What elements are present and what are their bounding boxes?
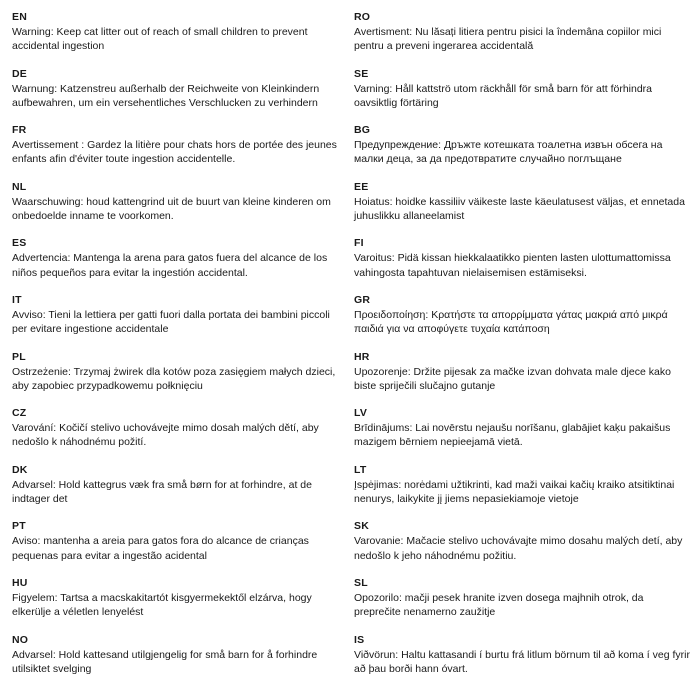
language-code: NO [12,633,29,646]
language-code: EE [354,180,369,193]
warning-entry-sk [354,519,690,576]
warning-text: Varning: Håll kattströ utom räckhåll för små barn för att förhindra oavsiktlig förtäring [354,82,653,109]
warning-text: Advertencia: Mantenga la arena para gatos fuera del alcance de los niños pequeños para evitar la ingestión accidental. [12,252,328,279]
warning-entry-pl [12,350,344,407]
warning-text: Warning: Keep cat litter out of reach of small children to prevent accidental ingestion [12,26,308,53]
warning-entry-it [12,293,344,350]
language-code: GR [354,293,371,306]
warning-entry-is [354,633,690,690]
warning-text: Aviso: mantenha a areia para gatos fora do alcance de crianças pequenas para evitar a ingestão acidental [12,535,309,562]
warning-text: Warnung: Katzenstreu außerhalb der Reichweite von Kleinkindern aufbewahren, um ein versehentliches Verschlucken zu verhindern [12,82,320,109]
warning-entry-de [12,67,344,124]
warning-entry-se [354,67,690,124]
warning-text: Waarschuwing: houd kattengrind uit de buurt van kleine kinderen om onbedoelde inname te voorkomen. [12,195,331,222]
language-code: HR [354,350,370,363]
language-code: SL [354,576,368,589]
warning-text: Avertisment: Nu lăsați litiera pentru pisici la îndemâna copiilor mici pentru a preveni ingerarea accidentală [354,26,662,53]
warning-entry-lt [354,463,690,520]
language-code: EN [12,11,27,23]
warning-text: Upozorenje: Držite pijesak za mačke izvan dohvata male djece kako biste spriječili slučajno gutanje [354,365,671,392]
warning-entry-hr [354,350,690,407]
warning-text: Avertissement : Gardez la litière pour chats hors de portée des jeunes enfants afin d'éviter toute ingestion accidentelle. [12,139,337,166]
language-code: IT [12,293,22,306]
warning-entry-fi [354,236,690,293]
warning-entry-no [12,633,344,690]
warning-text: Viðvörun: Haltu kattasandi í burtu frá litlum börnum til að koma í veg fyrir að þau borði hann óvart. [354,648,690,675]
warning-text: Advarsel: Hold kattesand utilgjengelig for små barn for å forhindre utilsiktet svelging [12,648,318,675]
warning-entry-nl [12,180,344,237]
warning-text: Προειδοποίηση: Κρατήστε τα απορρίμματα γάτας μακριά από μικρά παιδιά για να αποφύγετε τυχαία κατάποση [354,308,668,336]
left-warning-column [12,10,344,689]
warning-entry-bg [354,123,690,180]
language-code: NL [12,180,27,193]
language-code: FI [354,237,364,250]
warning-text: Varování: Kočičí stelivo uchovávejte mimo dosah malých dětí, aby nedošlo k náhodnému požití. [12,422,319,449]
language-code: SE [354,67,369,80]
language-code: DE [12,67,27,80]
language-code: PL [12,350,26,363]
language-code: LV [354,407,368,420]
warning-entry-en [12,10,344,67]
language-code: DK [12,463,28,476]
language-code: CZ [12,407,27,420]
warning-entry-gr [354,293,690,350]
language-code: RO [354,11,371,23]
warning-text: Opozorilo: mačji pesek hranite izven dosega majhnih otrok, da preprečite nenamerno zaužitje [354,591,644,619]
warning-text: Įspėjimas: norėdami užtikrinti, kad maži vaikai kačių kraiko atsitiktinai nenurys, laikykite jį jiems nepasiekiamoje vietoje [354,478,675,505]
warning-entry-ee [354,180,690,237]
warning-text: Avviso: Tieni la lettiera per gatti fuori dalla portata dei bambini piccoli per evitare ingestione accidentale [12,308,330,336]
warning-text: Advarsel: Hold kattegrus væk fra små børn for at forhindre, at de indtager det [12,478,312,505]
language-code: FR [12,124,27,137]
warning-entry-dk [12,463,344,520]
warning-entry-es [12,236,344,293]
warning-text: Hoiatus: hoidke kassiliiv väikeste laste käeulatusest väljas, et ennetada juhuslikku allaneelamist [354,195,685,222]
warning-text: Figyelem: Tartsa a macskakitartót kisgyermekektől elzárva, hogy elkerülje a véletlen lenyelést [12,591,312,619]
warning-entry-pt [12,519,344,576]
warning-entry-sl [354,576,690,633]
language-code: BG [354,124,371,137]
language-code: LT [354,463,367,476]
language-code: HU [12,576,28,589]
language-code: PT [12,520,26,533]
warning-entry-cz [12,406,344,463]
warning-text: Brīdinājums: Lai novērstu nejaušu norīšanu, glabājiet kaķu pakaišus mazigem bērniem nepieejamā vietā. [354,422,671,449]
warning-entry-hu [12,576,344,633]
warning-entry-ro [354,10,690,67]
warning-text: Varoitus: Pidä kissan hiekkalaatikko pienten lasten ulottumattomissa vahingosta tapahtuvan nielaisemisen estämiseksi. [354,252,671,279]
warning-text: Предупреждение: Дръжте котешката тоалетна извън обсега на малки деца, за да предотвратите случайно поглъщане [354,139,663,166]
language-code: IS [354,633,365,646]
warning-entry-lv [354,406,690,463]
warning-text: Ostrzeżenie: Trzymaj żwirek dla kotów poza zasięgiem małych dzieci, aby zapobiec przypadkowemu połknięciu [12,365,336,392]
right-warning-column [354,10,690,689]
warning-entry-fr [12,123,344,180]
warning-text: Varovanie: Mačacie stelivo uchovávajte mimo dosahu malých detí, aby nedošlo k jeho náhodnému požitiu. [354,535,683,562]
language-code: ES [12,237,27,250]
language-code: SK [354,520,369,533]
